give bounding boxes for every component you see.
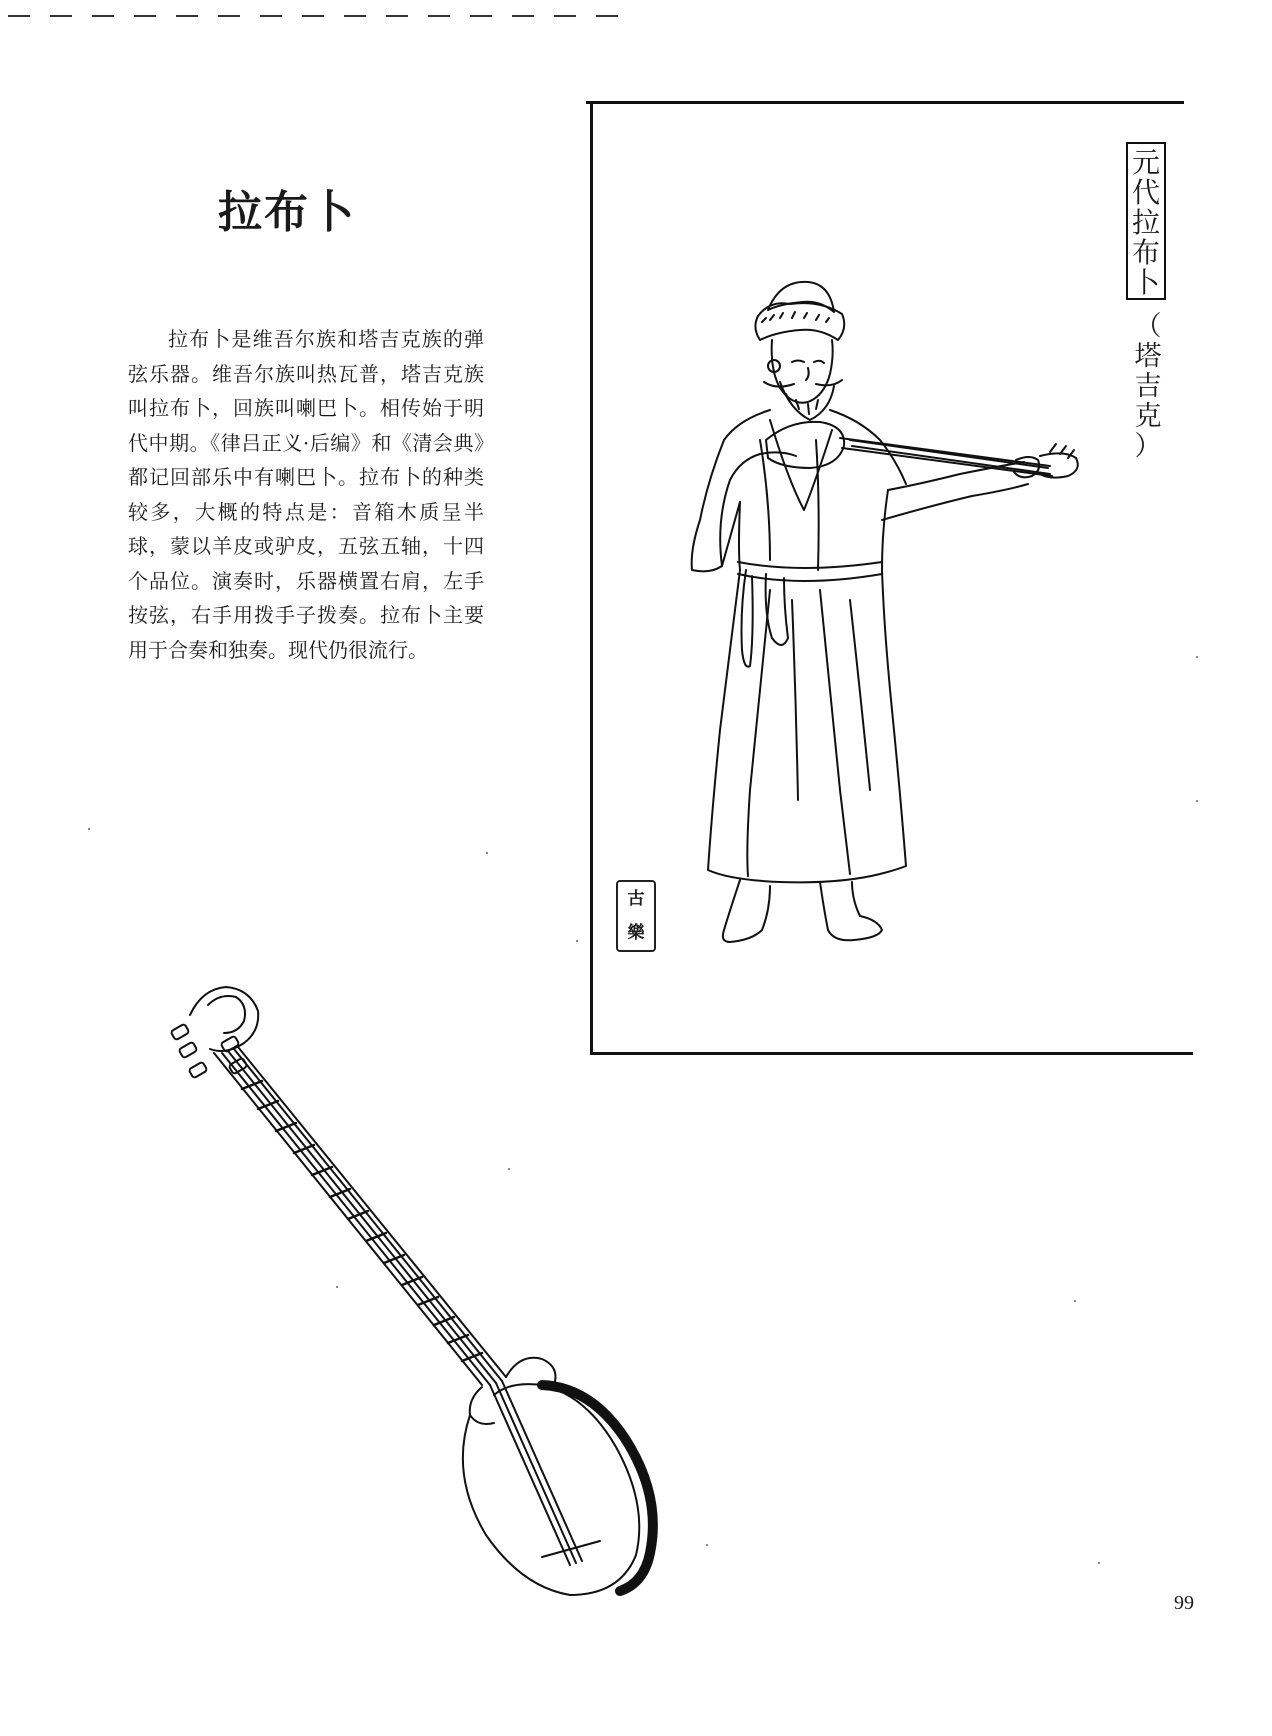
illustration-subcaption [1128,312,1168,462]
scan-speck [706,1544,708,1546]
seal-char: 古 [627,889,645,909]
scan-speck [336,1286,338,1288]
caption-char: 元 [1131,146,1160,179]
subcaption-char: 塔 [1134,341,1162,372]
subcaption-char: （ [1134,311,1162,342]
scan-speck [508,1168,510,1170]
scan-speck [1074,1300,1076,1302]
scan-speck [1196,656,1198,658]
scan-speck [486,852,488,854]
caption-char: 代 [1131,176,1160,209]
caption-char: 卜 [1131,266,1160,299]
page-title: 拉布卜 [218,187,356,238]
seal-char: 樂 [627,923,645,943]
caption-char: 拉 [1131,206,1160,239]
header-dash-rule [8,14,628,18]
body-paragraph: 拉布卜是维吾尔族和塔吉克族的弹弦乐器。维吾尔族叫热瓦普，塔吉克族叫拉布卜，回族叫喇巴卜。相传始于明代中期。《律吕正义·后编》和《清会典》都记回部乐中有喇巴卜。拉布卜的种类较多，大概的特点是：音箱木质呈半球，蒙以羊皮或驴皮，五弦五轴，十四个品位。演奏时，乐器横置右肩，左手按弦，右手用拨手子拨奏。拉布卜主要用于合奏和独奏。现代仍很流行。 [128,327,484,662]
scan-speck [576,940,578,942]
rabab-instrument-drawing [150,975,710,1635]
subcaption-char: ） [1134,431,1162,462]
scan-speck [1098,1562,1100,1564]
caption-char: 布 [1131,236,1160,269]
page-number: 99 [1174,1592,1194,1614]
musician-illustration [620,270,1130,1030]
scan-speck [1196,800,1198,802]
scan-speck [88,828,90,830]
subcaption-char: 克 [1134,401,1162,432]
illustration-caption [1126,142,1166,300]
subcaption-char: 吉 [1134,371,1162,402]
